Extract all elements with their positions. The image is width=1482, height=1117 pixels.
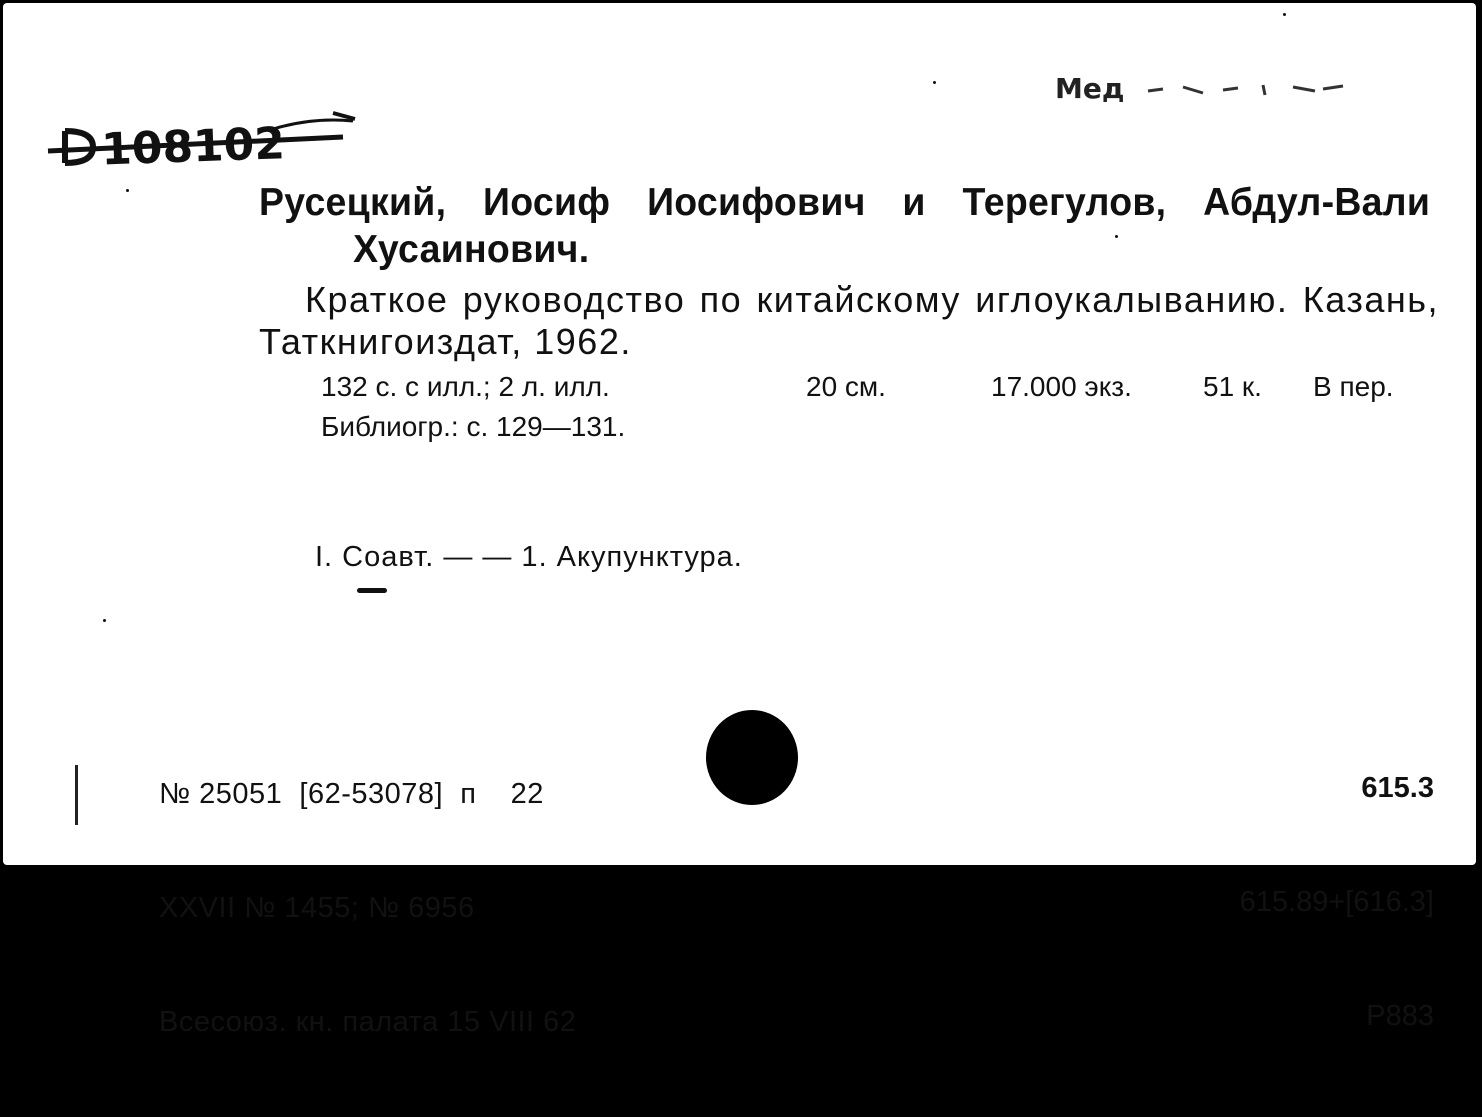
bibliography-note: Библиогр.: с. 129—131. [321,411,626,442]
author-line-2: Хусаинович. [353,228,590,271]
classification-line-3: Р883 [1366,1000,1434,1032]
description-row [321,367,1394,407]
subject-tracings: I. Соавт. — — 1. Акупунктура. [315,541,743,573]
speck [126,189,129,192]
registration-line-1: № 25051 [62-53078] п 22 [159,778,544,810]
classification-codes [1240,693,1434,1111]
author-word: Иосиф [483,181,611,224]
svg-text:108102: 108102 [100,118,286,176]
stamp-mark-icon [1053,65,1353,110]
author-word: Русецкий, [259,181,447,224]
card-punch-hole [706,710,798,805]
pencil-underline-mark [357,588,387,593]
print-run: 17.000 экз. [991,371,1132,402]
speck [1115,235,1118,238]
size-info: 20 см. [806,371,886,402]
speck [1283,13,1286,16]
author-word: и [902,181,926,224]
classification-line-2: 615.89+[616.3] [1239,886,1434,918]
author-line-1 [259,179,1430,226]
registration-info [159,699,576,1117]
book-title: Краткое руководство по китайскому иглоукалыванию. Казань, Таткнигоиздат, 1962. [259,279,1439,362]
handwritten-accession-number [43,101,363,181]
stamp-text: Мед [1055,72,1125,105]
registration-line-2: XXVII № 1455; № 6956 [159,892,475,924]
registration-line-3: Всесоюз. кн. палата 15 VIII 62 [159,1006,577,1038]
speck [933,81,936,84]
author-word: Иосифович [647,181,866,224]
classification-line-1: 615.3 [1361,772,1434,804]
binding: В пер. [1313,371,1394,402]
price: 51 к. [1203,371,1262,402]
author-word: Абдул-Вали [1203,181,1431,224]
pages-info: 132 с. с илл.; 2 л. илл. [321,371,610,402]
speck [103,619,106,622]
author-word: Терегулов, [962,181,1167,224]
author-heading [259,179,1431,273]
margin-pencil-mark [75,765,78,825]
library-stamp [1053,65,1353,110]
catalog-card [3,3,1476,1038]
physical-description [321,367,1394,447]
